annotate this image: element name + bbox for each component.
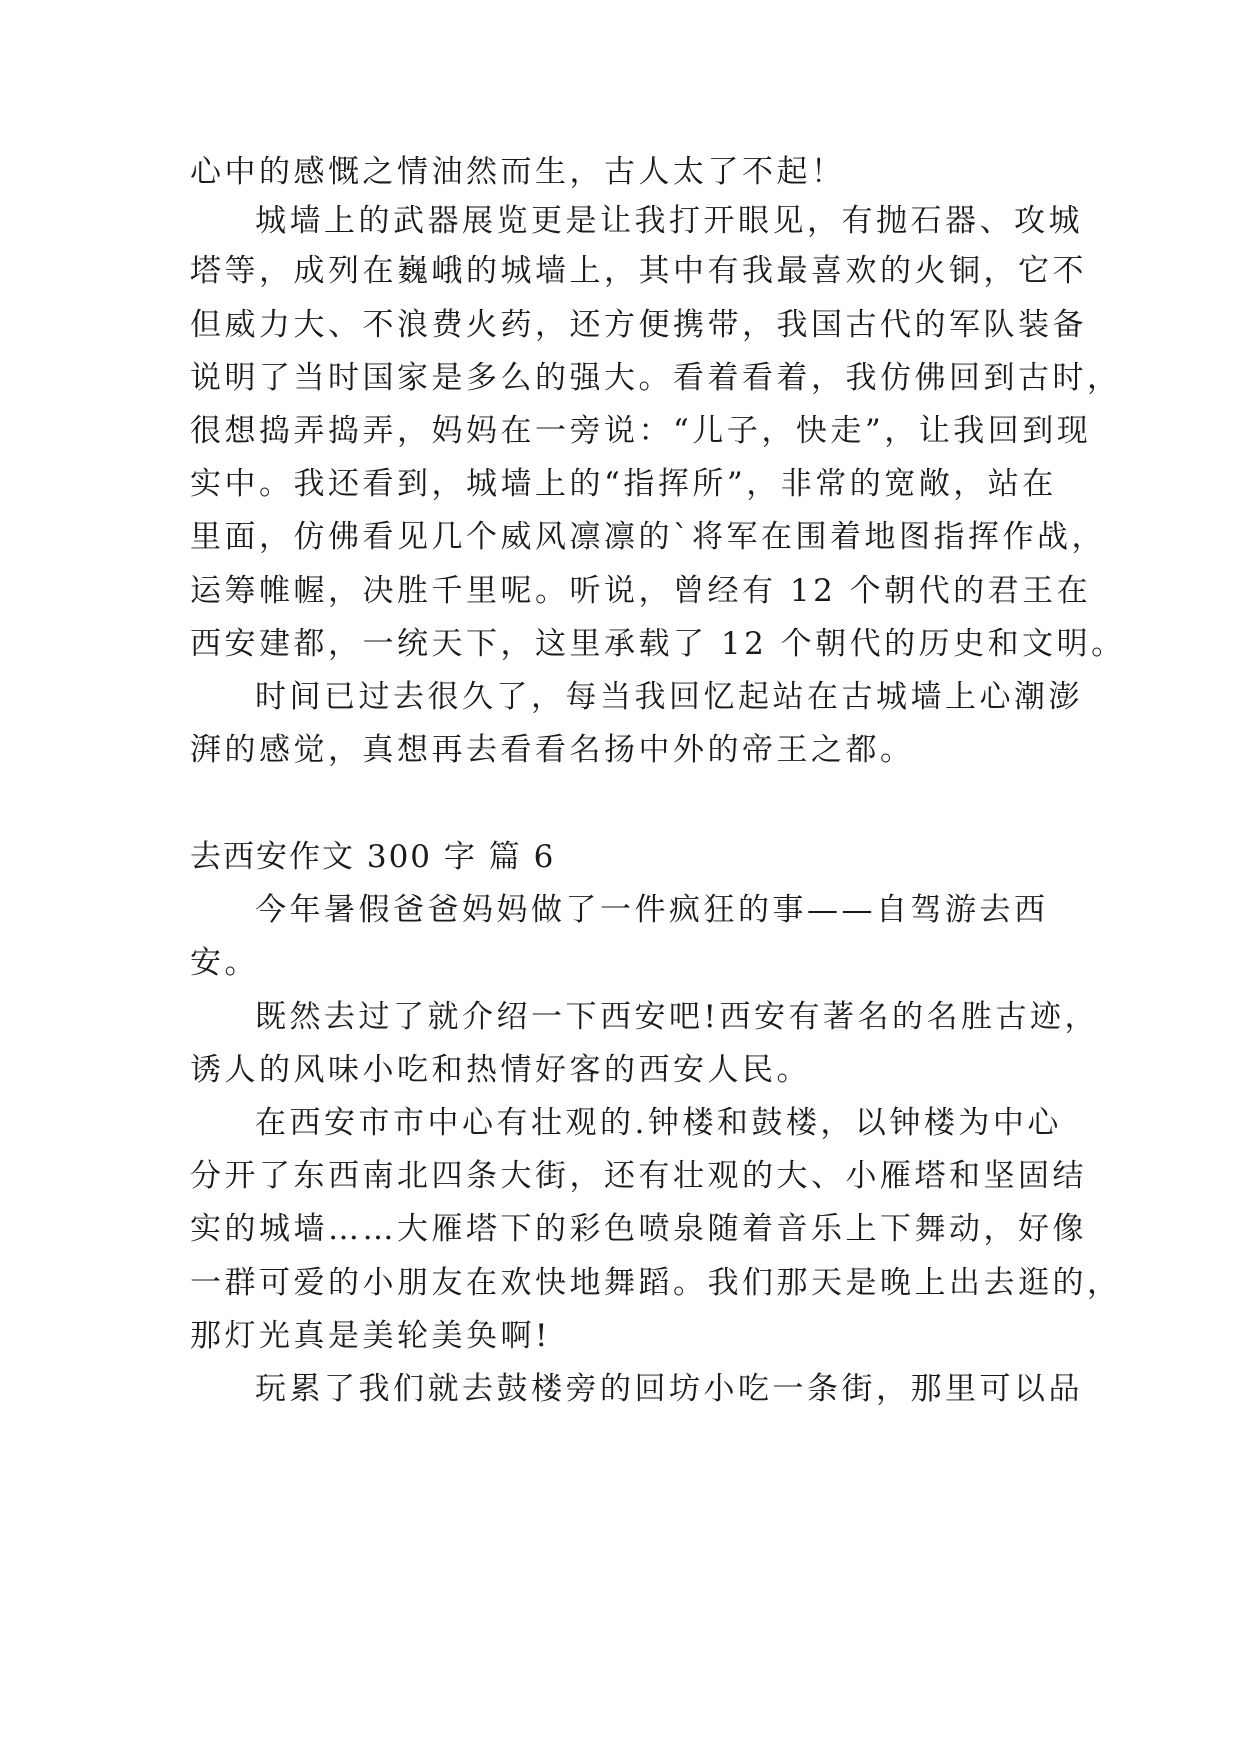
section-heading: 去西安作文 300 字 篇 6: [190, 839, 556, 875]
paragraph-line: 玩累了我们就去鼓楼旁的回坊小吃一条街，那里可以品: [255, 1371, 1083, 1407]
paragraph-line: 安。: [190, 945, 259, 981]
paragraph-line: 诱人的风味小吃和热情好客的西安人民。: [190, 1052, 811, 1088]
paragraph-line: 城墙上的武器展览更是让我打开眼见，有抛石器、攻城: [255, 203, 1083, 239]
paragraph-line: 时间已过去很久了，每当我回忆起站在古城墙上心潮澎: [255, 679, 1083, 715]
paragraph-line: 今年暑假爸爸妈妈做了一件疯狂的事——自驾游去西: [255, 892, 1049, 928]
paragraph-line: 西安建都，一统天下，这里承载了 12 个朝代的历史和文明。: [190, 626, 1126, 662]
paragraph-line: 一群可爱的小朋友在欢快地舞蹈。我们那天是晚上出去逛的，: [190, 1265, 1122, 1301]
paragraph-line: 分开了东西南北四条大街，还有壮观的大、小雁塔和坚固结: [190, 1158, 1087, 1194]
paragraph-line: 但威力大、不浪费火药，还方便携带，我国古代的军队装备: [190, 307, 1087, 343]
paragraph-line: 很想捣弄捣弄，妈妈在一旁说：“儿子，快走”，让我回到现: [190, 413, 1092, 449]
paragraph-line: 在西安市市中心有壮观的.钟楼和鼓楼，以钟楼为中心: [255, 1105, 1062, 1141]
paragraph-line: 实中。我还看到，城墙上的“指挥所”，非常的宽敞，站在: [190, 466, 1057, 502]
paragraph-line: 湃的感觉，真想再去看看名扬中外的帝王之都。: [190, 732, 915, 768]
paragraph-line: 心中的感慨之情油然而生，古人太了不起！: [190, 154, 846, 190]
paragraph-line: 运筹帷幄，决胜千里呢。听说，曾经有 12 个朝代的君王在: [190, 573, 1092, 609]
paragraph-line: 那灯光真是美轮美奂啊!: [190, 1318, 551, 1354]
paragraph-line: 实的城墙……大雁塔下的彩色喷泉随着音乐上下舞动，好像: [190, 1211, 1087, 1247]
paragraph-line: 既然去过了就介绍一下西安吧!西安有著名的名胜古迹，: [255, 999, 1099, 1035]
paragraph-line: 说明了当时国家是多么的强大。看着看着，我仿佛回到古时，: [190, 360, 1122, 396]
paragraph-line: 里面，仿佛看见几个威风凛凛的`将军在围着地图指挥作战，: [190, 519, 1106, 555]
paragraph-line: 塔等，成列在巍峨的城墙上，其中有我最喜欢的火铜，它不: [190, 253, 1087, 289]
